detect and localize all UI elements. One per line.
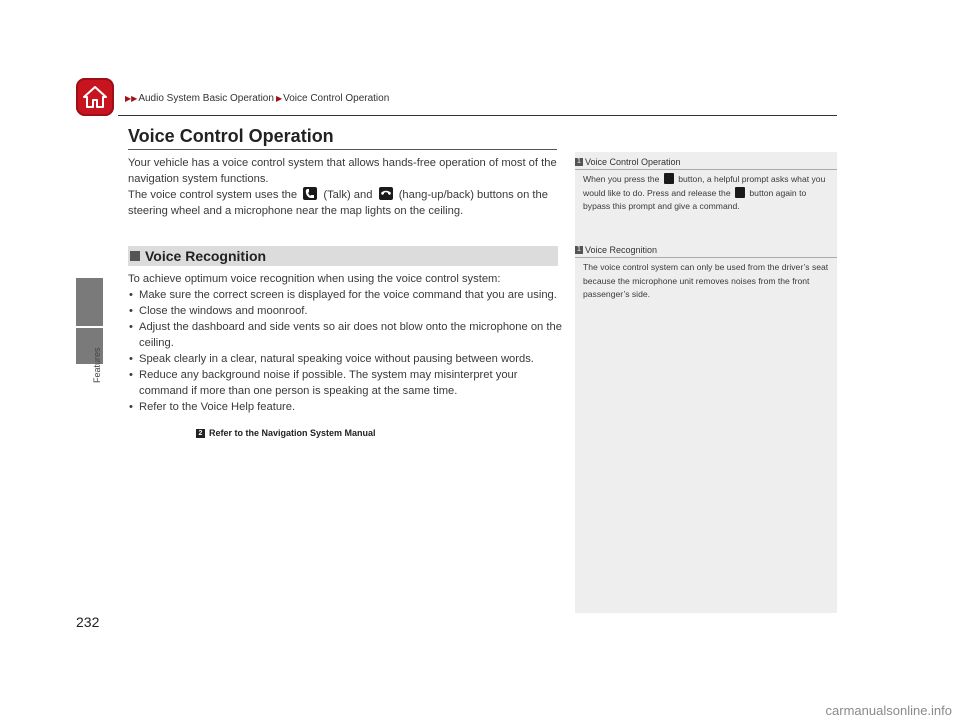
note-body <box>583 173 829 214</box>
note-title: Voice Recognition <box>585 245 658 255</box>
recognition-tips-list <box>128 287 568 415</box>
watermark: carmanualsonline.info <box>825 703 952 718</box>
breadcrumb-item-voice-control[interactable]: Voice Control Operation <box>283 93 390 104</box>
side-tab-block <box>76 278 103 326</box>
breadcrumb-item-audio-system[interactable]: Audio System Basic Operation <box>138 93 274 104</box>
breadcrumb <box>125 93 389 104</box>
page-number: 232 <box>76 614 100 630</box>
list-item: • Speak clearly in a clear, natural speaking voice without pausing between words. <box>128 351 568 367</box>
note-heading <box>575 245 837 255</box>
talk-icon <box>735 187 745 198</box>
talk-icon <box>664 173 674 184</box>
paragraph-text: (hang-up/back) buttons on the steering wheel and a microphone near the map lights on the ceiling. <box>128 189 548 217</box>
breadcrumb-arrow-icon: ▶ <box>275 94 283 103</box>
notes-sidebar <box>575 152 837 613</box>
home-icon <box>82 85 108 109</box>
list-item: • Make sure the correct screen is displayed for the voice command that you are using. <box>128 287 568 303</box>
list-item: • Reduce any background noise if possible. The system may misinterpret your command if more than one person is speaking at the same time. <box>128 367 568 399</box>
note-body: The voice control system can only be used from the driver’s seat because the microphone unit removes noises from the front passenger’s side. <box>583 262 829 299</box>
hang-up-icon <box>379 187 393 200</box>
section-marker-icon <box>130 251 140 261</box>
list-item: • Adjust the dashboard and side vents so air does not blow onto the microphone on the ceiling. <box>128 319 568 351</box>
side-tab-label: Features <box>92 347 102 383</box>
buttons-paragraph <box>128 187 560 219</box>
paragraph-text: (Talk) and <box>320 189 376 201</box>
note-title: Voice Control Operation <box>585 157 681 167</box>
recognition-intro: To achieve optimum voice recognition when using the voice control system: <box>128 273 501 285</box>
note-text: button again to bypass this prompt and give a command. <box>583 187 807 211</box>
title-rule <box>128 149 557 150</box>
note-heading <box>575 157 837 167</box>
talk-icon <box>303 187 317 200</box>
section-heading <box>128 246 558 266</box>
header-rule <box>118 115 837 116</box>
reference-arrow-icon: 2 <box>196 429 205 438</box>
section-heading-text: Voice Recognition <box>145 248 267 264</box>
breadcrumb-arrow-icon: ▶▶ <box>125 94 138 103</box>
note-rule <box>575 169 837 170</box>
cross-reference-link[interactable] <box>196 428 376 438</box>
page-title: Voice Control Operation <box>128 126 334 146</box>
list-item: • Close the windows and moonroof. <box>128 303 568 319</box>
list-item: • Refer to the Voice Help feature. <box>128 399 568 415</box>
note-marker-icon: 1 <box>575 246 583 254</box>
cross-reference-text: Refer to the Navigation System Manual <box>209 428 376 438</box>
intro-paragraph: Your vehicle has a voice control system that allows hands-free operation of most of the navigation system functions. <box>128 157 557 185</box>
paragraph-text: The voice control system uses the <box>128 189 301 201</box>
note-text: button, a helpful prompt asks what you would like to do. Press and release the <box>583 174 826 198</box>
note-text: When you press the <box>583 174 662 184</box>
note-marker-icon: 1 <box>575 158 583 166</box>
note-rule <box>575 257 837 258</box>
home-button[interactable] <box>76 78 114 116</box>
